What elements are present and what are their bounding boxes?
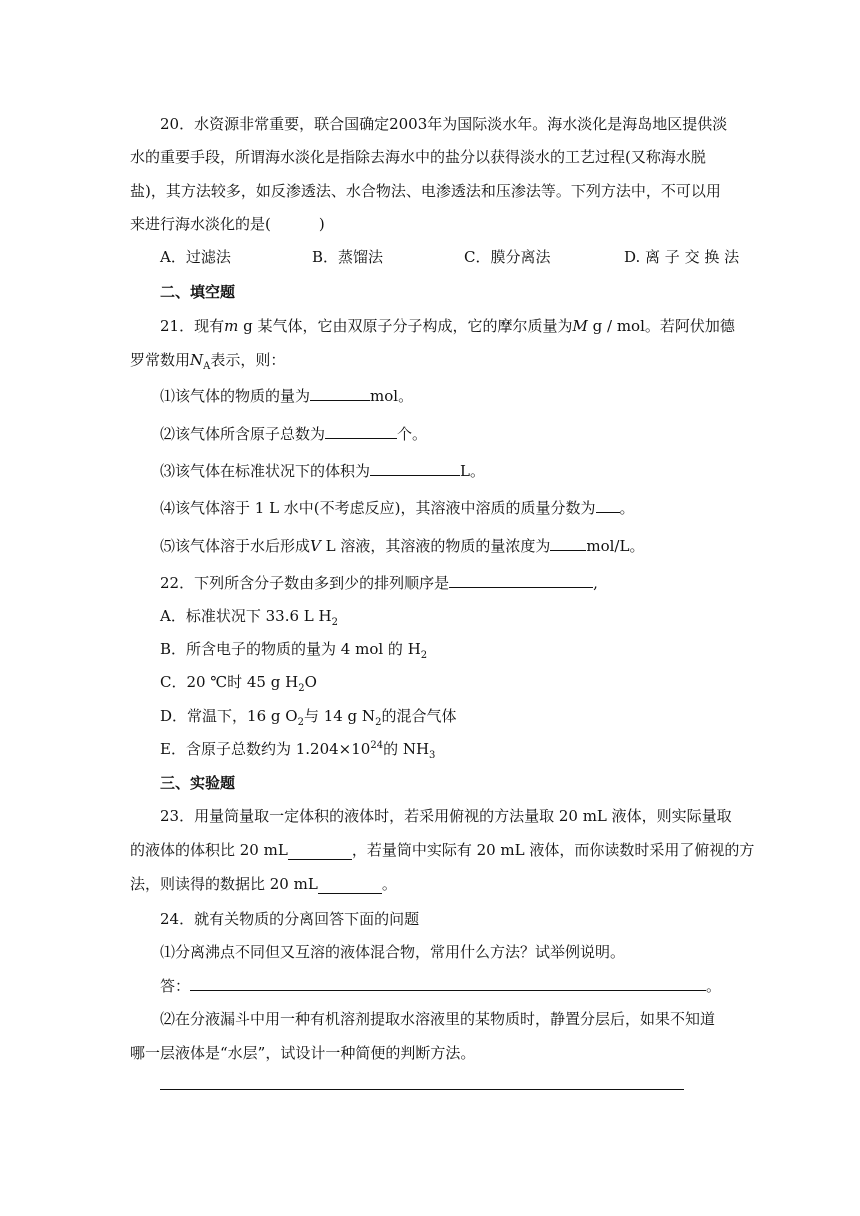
q22-option-c bbox=[160, 672, 317, 692]
q24-answer-label: 答： bbox=[160, 977, 191, 995]
q23-l3-text-a: 法，则读得的数据比 20 mL bbox=[130, 875, 318, 893]
q21-p4-blank[interactable] bbox=[596, 497, 620, 513]
q22-c-sub: 2 bbox=[298, 683, 305, 694]
q21-part-3 bbox=[160, 460, 485, 481]
q21-sub-A: A bbox=[203, 361, 211, 372]
q22-e-sub: 3 bbox=[429, 750, 436, 761]
q20-option-b: B．蒸馏法 bbox=[312, 248, 384, 266]
q23-l3-text-b: 。 bbox=[381, 875, 397, 893]
q21-part-2 bbox=[160, 423, 427, 444]
q20-line-2: 水的重要手段，所谓海水淡化是指除去海水中的盐分以获得淡水的工艺过程(又称海水脱 bbox=[130, 148, 706, 166]
q22-option-a bbox=[160, 606, 338, 626]
q21-text-d: 罗常数用 bbox=[130, 351, 191, 369]
q23-line-1: 23．用量筒量取一定体积的液体时，若采用俯视的方法量取 20 mL 液体，则实际量取 bbox=[160, 807, 732, 825]
q20-line-3: 盐)，其方法较多，如反渗透法、水合物法、电渗透法和压渗法等。下列方法中，不可以用 bbox=[130, 182, 721, 200]
q21-p5-unit: mol/L。 bbox=[586, 537, 645, 555]
q21-p1-unit: mol。 bbox=[370, 387, 414, 405]
q22-c-text: C．20 ℃时 45 g H bbox=[160, 673, 299, 691]
q22-a-sub: 2 bbox=[331, 617, 338, 628]
q21-p2-unit: 个。 bbox=[397, 425, 428, 443]
q21-text-b: g 某气体，它由双原子分子构成，它的摩尔质量为 bbox=[243, 317, 573, 335]
q24-answer-end: 。 bbox=[706, 977, 722, 995]
q22-e-text-b: 的 NH bbox=[383, 740, 430, 758]
q21-p3-unit: L。 bbox=[460, 462, 485, 480]
q20-option-d: D. 离 子 交 换 法 bbox=[624, 248, 740, 266]
q21-p1-blank[interactable] bbox=[310, 385, 370, 401]
q21-part-1 bbox=[160, 385, 413, 406]
q21-p4-text: ⑷该气体溶于 1 L 水中(不考虑反应)，其溶液中溶质的质量分数为 bbox=[160, 499, 596, 517]
q23-line-2 bbox=[130, 840, 754, 860]
q22-blank[interactable] bbox=[449, 572, 593, 588]
q24-answer-blank[interactable] bbox=[190, 975, 706, 991]
q20-option-c: C．膜分离法 bbox=[464, 248, 551, 266]
q21-p5-text-b: L 溶液，其溶液的物质的量浓度为 bbox=[325, 537, 551, 555]
q21-var-M: M bbox=[572, 317, 588, 335]
q23-l2-text-b: ，若量筒中实际有 20 mL 液体，而你读数时采用了俯视的方 bbox=[351, 841, 755, 859]
q22-option-b bbox=[160, 639, 427, 659]
q21-p2-text: ⑵该气体所含原子总数为 bbox=[160, 425, 326, 443]
q24-line-1: 24．就有关物质的分离回答下面的问题 bbox=[160, 910, 420, 928]
section-heading-fill-in: 二、填空题 bbox=[160, 283, 236, 301]
q20-option-a: A．过滤法 bbox=[160, 248, 231, 266]
q24-part-2-line-2: 哪一层液体是“水层”，试设计一种简便的判断方法。 bbox=[130, 1044, 476, 1062]
q23-l2-text-a: 的液体的体积比 20 mL bbox=[130, 841, 288, 859]
q21-p2-blank[interactable] bbox=[325, 423, 397, 439]
q22-e-sup: 24 bbox=[370, 740, 384, 751]
q24-part-1: ⑴分离沸点不同但又互溶的液体混合物，常用什么方法？试举例说明。 bbox=[160, 943, 626, 961]
q23-line-3 bbox=[130, 874, 397, 894]
q21-var-m: m bbox=[224, 317, 239, 335]
q23-blank-2[interactable]: ________ bbox=[319, 875, 380, 893]
q21-line-2 bbox=[130, 350, 285, 370]
q24-answer-line bbox=[160, 975, 721, 996]
q21-p3-text: ⑶该气体在标准状况下的体积为 bbox=[160, 462, 371, 480]
q21-p1-text: ⑴该气体的物质的量为 bbox=[160, 387, 311, 405]
q21-line-1 bbox=[160, 316, 735, 336]
q22-a-text: A．标准状况下 33.6 L H bbox=[160, 607, 332, 625]
q22-option-e bbox=[160, 739, 435, 759]
q21-p3-blank[interactable] bbox=[370, 460, 460, 476]
q21-text-e: 表示，则： bbox=[210, 351, 286, 369]
q21-p5-blank[interactable] bbox=[550, 535, 586, 551]
q22-option-d bbox=[160, 706, 456, 726]
q20-line-4 bbox=[130, 214, 325, 234]
q22-stem bbox=[160, 572, 598, 593]
q22-d-text-c: 的混合气体 bbox=[381, 707, 457, 725]
q22-d-text-b: 与 14 g N bbox=[303, 707, 376, 725]
q22-d-sub-2: 2 bbox=[375, 717, 382, 728]
q23-blank-1[interactable]: ________ bbox=[289, 841, 350, 859]
q22-e-text: E．含原子总数约为 1.204×10 bbox=[160, 740, 371, 758]
q22-d-sub-1: 2 bbox=[297, 717, 304, 728]
q20-answer-close-paren: ) bbox=[318, 215, 325, 233]
section-heading-experiment: 三、实验题 bbox=[160, 774, 236, 792]
q24-answer-rule[interactable] bbox=[160, 1089, 684, 1090]
q24-part-2-line-1: ⑵在分液漏斗中用一种有机溶剂提取水溶液里的某物质时，静置分层后，如果不知道 bbox=[160, 1010, 716, 1028]
q22-stem-text: 22．下列所含分子数由多到少的排列顺序是 bbox=[160, 574, 450, 592]
q20-line-4-text: 来进行海水淡化的是( bbox=[130, 215, 271, 233]
q22-b-text: B．所含电子的物质的量为 4 mol 的 H bbox=[160, 640, 421, 658]
q22-d-text: D．常温下，16 g O bbox=[160, 707, 298, 725]
q21-p4-end: 。 bbox=[619, 499, 635, 517]
q21-text-c: g / mol。若阿伏加德 bbox=[592, 317, 735, 335]
q22-c-text-b: O bbox=[304, 673, 317, 691]
q22-b-sub: 2 bbox=[420, 650, 428, 661]
q21-var-V: V bbox=[310, 537, 321, 555]
q21-part-4 bbox=[160, 497, 635, 518]
q21-var-N: N bbox=[190, 351, 204, 369]
q21-part-5 bbox=[160, 535, 644, 556]
q22-stem-end: , bbox=[593, 574, 598, 592]
q20-line-1: 20．水资源非常重要，联合国确定2003年为国际淡水年。海水淡化是海岛地区提供淡 bbox=[160, 115, 728, 133]
q21-p5-text-a: ⑸该气体溶于水后形成 bbox=[160, 537, 311, 555]
q21-text-a: 21．现有 bbox=[160, 317, 225, 335]
